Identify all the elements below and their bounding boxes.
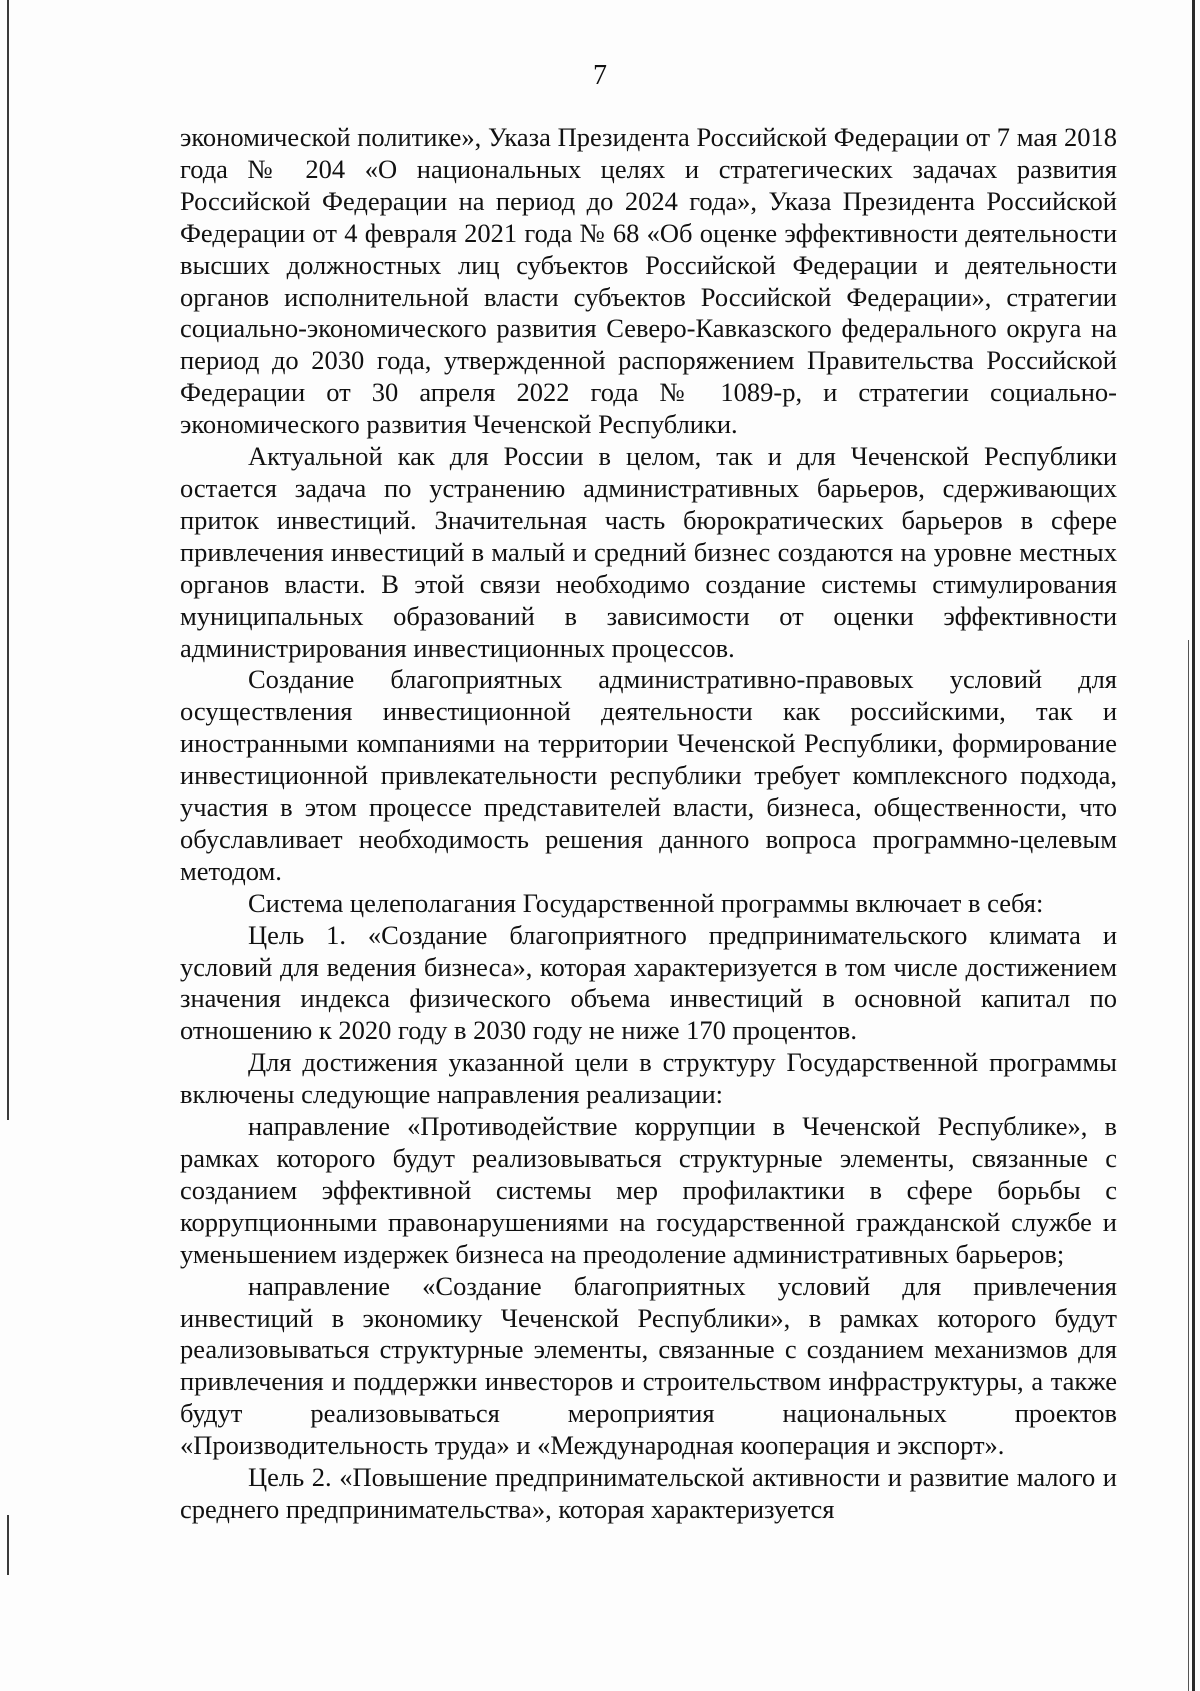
scan-edge-right-inner [1188, 640, 1189, 1691]
paragraph: Цель 2. «Повышение предпринимательской активности и развитие малого и среднего предпринимательства», которая характеризуется [180, 1462, 1117, 1524]
paragraph: Цель 1. «Создание благоприятного предпринимательского климата и условий для ведения бизнеса», которая характеризуется в том числе достижением значения индекса физического объема инвестиций в основной капитал по отношению к 2020 году в 2030 году не ниже 170 процентов. [180, 919, 1117, 1046]
scan-mark-left [7, 1515, 9, 1575]
scan-edge-left [7, 0, 9, 1120]
paragraph: направление «Создание благоприятных условий для привлечения инвестиций в экономику Чеченской Республики», в рамках которого будут реализовываться структурные элементы, связанные с созданием механизмов для привлечения и поддержки инвесторов и строительством инфраструктуры, а также будут реализовываться мероприятия национальных проектов «Производительность труда» и «Международная кооперация и экспорт». [180, 1270, 1117, 1461]
paragraph: Система целеполагания Государственной программы включает в себя: [248, 887, 1044, 918]
scan-edge-right [1192, 0, 1195, 1691]
body-text [180, 122, 1117, 1526]
paragraph: Актуальной как для России в целом, так и для Чеченской Республики остается задача по устранению административных барьеров, сдерживающих приток инвестиций. Значительная часть бюрократических барьеров в сфере привлечения инвестиций в малый и средний бизнес создаются на уровне местных органов власти. В этой связи необходимо создание системы стимулирования муниципальных образований в зависимости от оценки эффективности администрирования инвестиционных процессов. [180, 441, 1117, 663]
page-number: 7 [593, 60, 607, 91]
paragraph: Для достижения указанной цели в структуру Государственной программы включены следующие направления реализации: [180, 1047, 1117, 1110]
paragraph: направление «Противодействие коррупции в Чеченской Республике», в рамках которого будут реализовываться структурные элементы, связанные с созданием эффективной системы мер профилактики в сфере борьбы с коррупционными правонарушениями на государственной гражданской службе и уменьшением издержек бизнеса на преодоление административных барьеров; [180, 1111, 1117, 1269]
paragraph: экономической политике», Указа Президента Российской Федерации от 7 мая 2018 года № 204 «О национальных целях и стратегических задачах развития Российской Федерации на период до 2024 года», Указа Президента Российской Федерации от 4 февраля 2021 года № 68 «Об оценке эффективности деятельности высших должностных лиц субъектов Российской Федерации и деятельности органов исполнительной власти субъектов Российской Федерации», стратегии социально-экономического развития Северо-Кавказского федерального округа на период до 2030 года, утвержденной распоряжением Правительства Российской Федерации от 30 апреля 2022 года № 1089-р, и стратегии социально-экономического развития Чеченской Республики. [180, 122, 1117, 440]
paragraph: Создание благоприятных административно-правовых условий для осуществления инвестиционной деятельности как российскими, так и иностранными компаниями на территории Чеченской Республики, формирование инвестиционной привлекательности республики требует комплексного подхода, участия в этом процессе представителей власти, бизнеса, общественности, что обуславливает необходимость решения данного вопроса программно-целевым методом. [180, 664, 1117, 886]
